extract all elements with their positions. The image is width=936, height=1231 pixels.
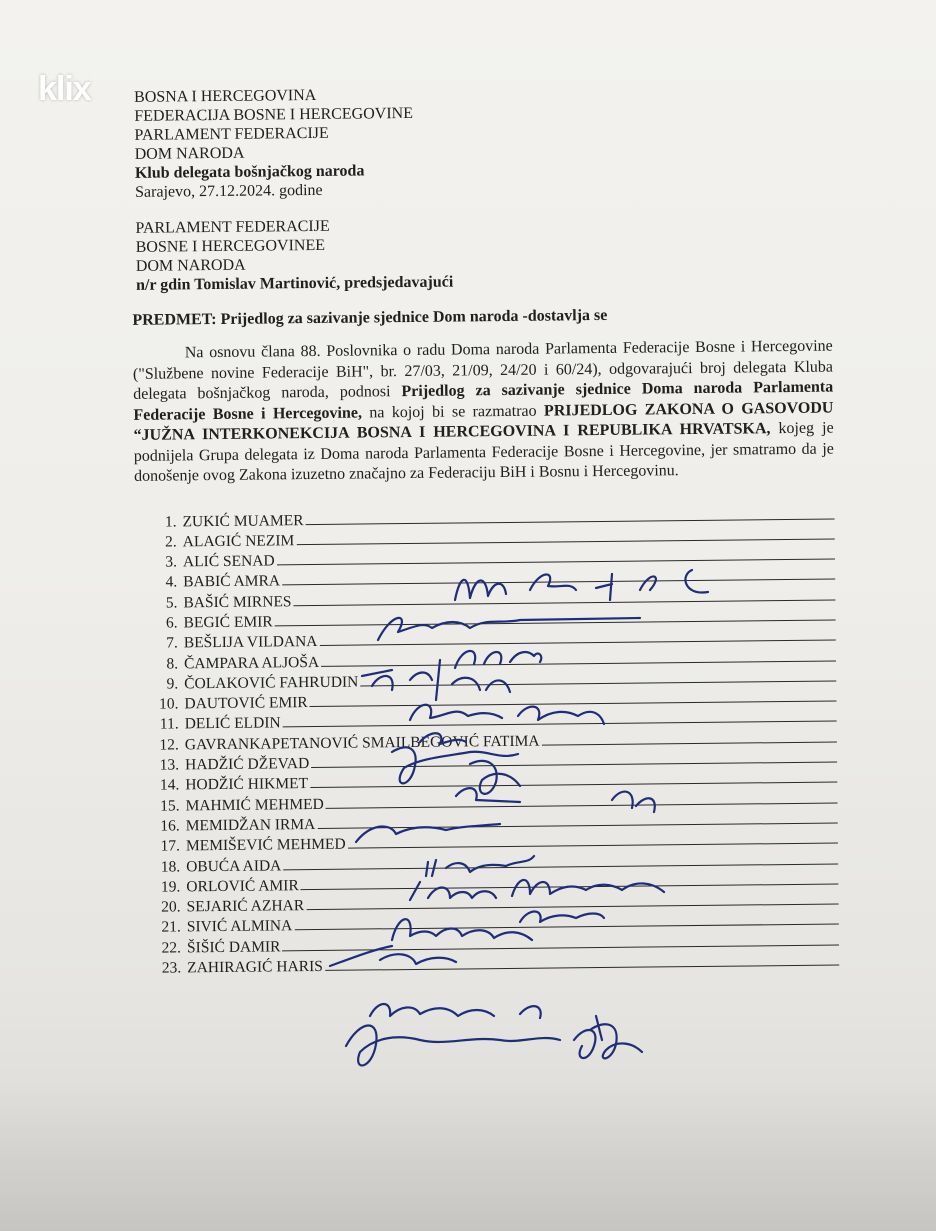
delegate-number: 5. <box>165 594 178 612</box>
delegate-number: 8. <box>166 655 179 673</box>
sender-line: BOSNA I HERCEGOVINA <box>134 86 317 106</box>
delegate-name: DELIĆ ELDIN <box>184 714 281 733</box>
delegate-name: HADŽIĆ DŽEVAD <box>185 755 310 774</box>
recipient-line: PARLAMENT FEDERACIJE <box>135 217 330 237</box>
recipient-block <box>135 212 832 295</box>
delegate-name: ALIĆ SENAD <box>182 552 275 571</box>
document-date: Sarajevo, 27.12.2024. godine <box>135 181 323 201</box>
delegate-name: BABIĆ AMRA <box>183 572 281 591</box>
recipient-line: DOM NARODA <box>135 256 246 275</box>
document-body <box>133 337 834 488</box>
delegate-name: MEMIDŽAN IRMA <box>185 815 316 835</box>
delegate-number: 16. <box>160 817 180 835</box>
delegate-number: 17. <box>160 837 181 855</box>
body-bold-text: Prijedlog za sazivanje sjednice Doma naroda Parlamenta Federacije Bosne i Hercegovine, <box>133 378 834 424</box>
delegate-number: 3. <box>165 553 178 571</box>
delegate-name: ZUKIĆ MUAMER <box>182 511 304 530</box>
paper-shadow <box>0 1080 936 1231</box>
document-subject: PREDMET: Prijedlog za sazivanje sjednice Dom naroda -dostavlja se <box>132 306 608 329</box>
delegate-number: 4. <box>165 573 178 591</box>
delegate-name: MAHMIĆ MEHMED <box>185 795 324 815</box>
delegate-name: SEJARIĆ AZHAR <box>186 897 305 916</box>
delegate-number: 18. <box>160 857 181 876</box>
delegate-number: 19. <box>160 878 181 896</box>
delegate-number: 14. <box>159 776 180 794</box>
delegate-number: 6. <box>165 614 178 632</box>
delegate-number: 12. <box>159 736 179 754</box>
body-text: na kojoj bi se razmatrao <box>369 402 537 421</box>
delegate-name: HODŽIĆ HIKMET <box>185 775 309 794</box>
delegate-number: 10. <box>158 695 179 713</box>
delegate-number: 2. <box>165 533 177 551</box>
body-text: kojeg je podnijela Grupa delegata iz Doma naroda Parlamenta Federacije Bosne i Hercegovine, jer smatramo da je donošenje ovog Zakona izuzetno značajno za Federaciju BiH i Bosnu i Hercegovinu. <box>133 419 834 485</box>
delegate-number: 1. <box>164 512 177 531</box>
delegate-number: 23. <box>161 959 182 977</box>
sender-line: DOM NARODA <box>134 144 245 163</box>
delegate-number: 13. <box>159 756 180 774</box>
signature-line <box>305 504 834 525</box>
sender-line: FEDERACIJA BOSNE I HERCEGOVINE <box>134 104 414 125</box>
delegate-name: MEMIŠEVIĆ MEHMED <box>185 835 346 855</box>
delegate-number: 9. <box>166 675 179 693</box>
delegate-name: BAŠIĆ MIRNES <box>183 592 292 612</box>
recipient-line: BOSNE I HERCEGOVINEE <box>135 236 326 256</box>
delegate-number: 20. <box>161 898 181 916</box>
delegate-number: 21. <box>161 918 181 937</box>
delegate-name: ČOLAKOVIĆ FAHRUDIN <box>184 673 359 693</box>
delegate-name: ZAHIRAGIĆ HARIS <box>187 957 323 977</box>
sender-club: Klub delegata bošnjačkog naroda <box>134 162 365 182</box>
document-content <box>120 81 839 979</box>
body-text: Na osnovu člana 88. Poslovnika o radu Doma naroda Parlamenta Federacije Bosne i Hercegovine ("Službene novine Federacije BiH", br. 27/03, 21/09, 24/20 i 60/24), odgovarajući broj delegata Kluba delegata bošnjačkog naroda, podnosi <box>132 337 834 403</box>
sender-block <box>134 81 831 202</box>
delegate-name: ŠIŠIĆ DAMIR <box>186 938 281 957</box>
klix-watermark-logo: klix <box>38 70 91 108</box>
recipient-attention: n/r gdin Tomislav Martinović, predsjedavajući <box>135 273 454 294</box>
delegate-name: SIVIĆ ALMINA <box>186 917 293 936</box>
delegate-name: BEGIĆ EMIR <box>183 613 273 632</box>
sender-line: PARLAMENT FEDERACIJE <box>134 124 329 144</box>
delegate-name: ORLOVIĆ AMIR <box>186 877 299 896</box>
delegate-signature-list <box>144 504 839 978</box>
delegate-name: GAVRANKAPETANOVIĆ SMAILBEGOVIĆ FATIMA <box>184 732 540 754</box>
body-bold-text: PRIJEDLOG ZAKONA O GASOVODU “JUŽNA INTERKONEKCIJA BOSNA I HERCEGOVINA I REPUBLIKA HRVATSKA, <box>133 399 834 444</box>
delegate-number: 22. <box>161 939 182 957</box>
delegate-name: DAUTOVIĆ EMIR <box>184 694 308 713</box>
delegate-number: 11. <box>159 715 179 734</box>
delegate-name: ČAMPARA ALJOŠA <box>183 653 320 672</box>
delegate-number: 15. <box>160 797 180 815</box>
delegate-name: OBUĆA AIDA <box>186 856 282 875</box>
delegate-name: BEŠLIJA VILDANA <box>183 633 318 652</box>
delegate-name: ALAGIĆ NEZIM <box>182 531 295 551</box>
signature-line <box>541 727 836 745</box>
delegate-number: 7. <box>166 634 178 652</box>
